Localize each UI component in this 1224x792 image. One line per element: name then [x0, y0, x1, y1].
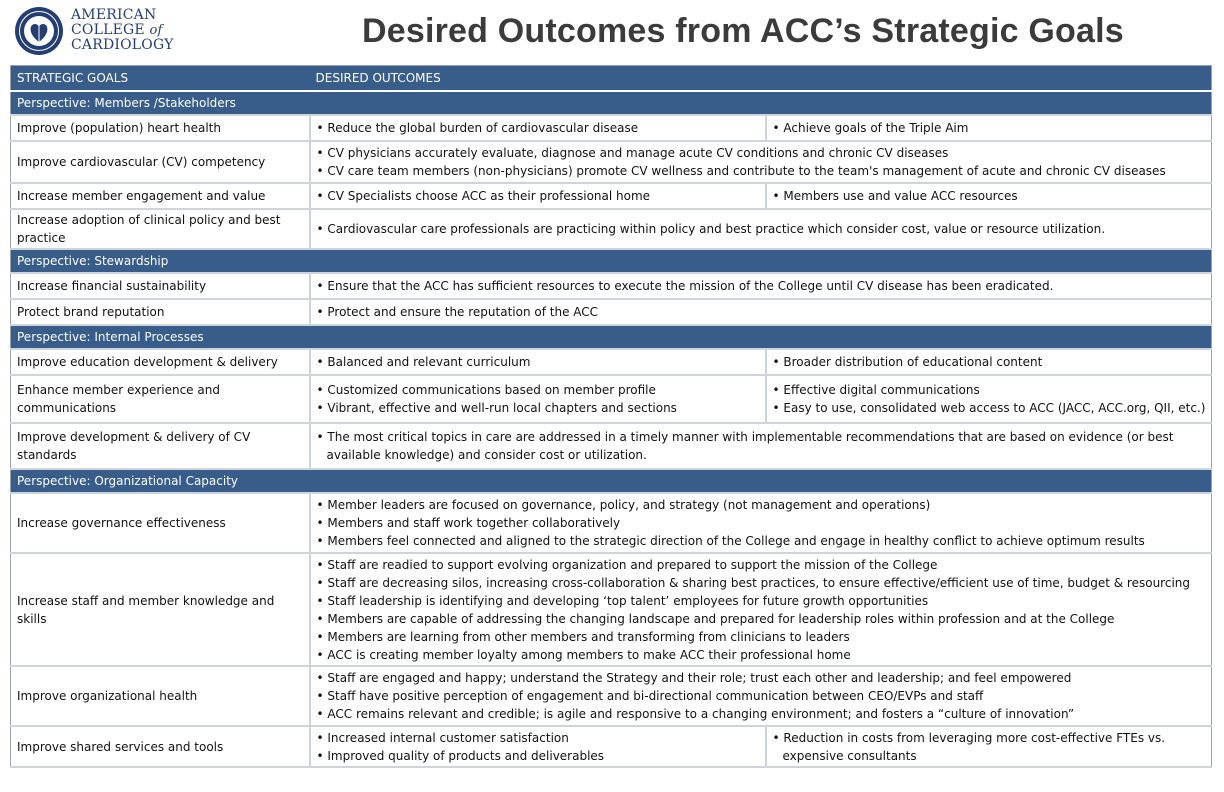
- perspective-label: Perspective: Organizational Capacity: [11, 469, 1212, 493]
- perspective-label: Perspective: Stewardship: [11, 249, 1212, 273]
- desired-outcomes-left: [310, 375, 766, 423]
- desired-outcomes-left: [310, 183, 766, 209]
- column-header-outcomes: DESIRED OUTCOMES: [310, 66, 1212, 92]
- page-title: Desired Outcomes from ACC’s Strategic Goals: [362, 12, 1124, 50]
- desired-outcomes: [310, 423, 1212, 469]
- outcome-bullet: • Members are learning from other members and transforming from clinicians to leaders: [316, 629, 850, 644]
- outcome-bullet: • Protect and ensure the reputation of the ACC: [316, 305, 599, 319]
- outcome-bullet: • Broader distribution of educational content: [772, 355, 1043, 369]
- outcome-bullet: • Staff leadership is identifying and developing ‘top talent’ employees for future growth opportunities: [316, 593, 929, 608]
- outcome-bullet: • Members and staff work together collaboratively: [316, 516, 621, 530]
- desired-outcomes-right: [766, 115, 1212, 141]
- org-name-line-1: AMERICAN: [71, 7, 157, 23]
- strategic-goal: Increase adoption of clinical policy and best practice: [11, 209, 310, 249]
- outcome-bullet: • Staff are decreasing silos, increasing cross-collaboration & sharing best practices, to ensure effective/efficient use of time, budget & resourcing: [316, 575, 1190, 590]
- strategic-goal: Improve cardiovascular (CV) competency: [11, 141, 310, 183]
- organization-name: [71, 8, 191, 53]
- desired-outcomes: [310, 209, 1212, 249]
- outcome-bullet: • Balanced and relevant curriculum: [316, 355, 531, 369]
- strategic-goal: Improve education development & delivery: [11, 349, 310, 375]
- perspective-label: Perspective: Internal Processes: [11, 325, 1212, 349]
- strategic-goals-table: [10, 65, 1212, 768]
- outcome-bullet: • Member leaders are focused on governance, policy, and strategy (not management and operations): [316, 498, 931, 512]
- goal-row: [11, 375, 1212, 423]
- column-header-goals: STRATEGIC GOALS: [11, 66, 310, 92]
- acc-seal-icon: [14, 6, 64, 56]
- acc-logo: [14, 6, 189, 56]
- desired-outcomes-right: [766, 726, 1212, 767]
- outcome-bullet: • Reduce the global burden of cardiovascular disease: [316, 121, 639, 135]
- strategic-goal: Increase governance effectiveness: [11, 493, 310, 553]
- outcome-bullet: • Effective digital communications: [772, 383, 980, 397]
- outcome-bullet: • Staff are engaged and happy; understand the Strategy and their role; trust each other and leadership; and feel empowered: [316, 671, 1072, 685]
- desired-outcomes-right: [766, 349, 1212, 375]
- outcome-bullet: • Vibrant, effective and well-run local chapters and sections: [316, 401, 677, 415]
- outcome-bullet: • Reduction in costs from leveraging more cost-effective FTEs vs. expensive consultants: [772, 730, 1166, 763]
- outcome-bullet: • Easy to use, consolidated web access to ACC (JACC, ACC.org, QII, etc.): [772, 401, 1206, 415]
- perspective-row: [11, 325, 1212, 349]
- goal-row: [11, 209, 1212, 249]
- outcome-bullet: • ACC is creating member loyalty among members to make ACC their professional home: [316, 647, 851, 662]
- strategic-goal: Enhance member experience and communications: [11, 375, 310, 423]
- strategic-goal: Increase financial sustainability: [11, 273, 310, 299]
- org-name-line-3: CARDIOLOGY: [71, 37, 174, 53]
- outcome-bullet: • Ensure that the ACC has sufficient resources to execute the mission of the College until CV disease has been eradicated.: [316, 279, 1054, 293]
- outcome-bullet: • Staff have positive perception of engagement and bi-directional communication between CEO/EVPs and staff: [316, 689, 984, 703]
- perspective-label: Perspective: Members /Stakeholders: [11, 91, 1212, 115]
- outcome-bullet: • Increased internal customer satisfaction: [316, 730, 569, 745]
- outcome-bullet: • Cardiovascular care professionals are practicing within policy and best practice which consider cost, value or resource utilization.: [316, 222, 1106, 236]
- desired-outcomes: [310, 553, 1212, 666]
- desired-outcomes: [310, 493, 1212, 553]
- desired-outcomes-right: [766, 375, 1212, 423]
- outcome-bullet: • CV Specialists choose ACC as their professional home: [316, 189, 651, 203]
- strategic-goal: Improve organizational health: [11, 666, 310, 726]
- strategic-goal: Improve (population) heart health: [11, 115, 310, 141]
- goal-row: [11, 115, 1212, 141]
- strategic-goal: Improve development & delivery of CV standards: [11, 423, 310, 469]
- goal-row: [11, 666, 1212, 726]
- goal-row: [11, 349, 1212, 375]
- outcome-bullet: • The most critical topics in care are addressed in a timely manner with implementable recommendations that are based on evidence (or best available knowledge) and consider cost or utilization.: [316, 430, 1174, 462]
- outcome-bullet: • Members feel connected and aligned to the strategic direction of the College and engage in healthy conflict to achieve optimum results: [316, 534, 1145, 548]
- outcome-bullet: • Members use and value ACC resources: [772, 189, 1018, 203]
- strategic-goal: Protect brand reputation: [11, 299, 310, 325]
- goal-row: [11, 273, 1212, 299]
- strategic-goal: Improve shared services and tools: [11, 726, 310, 767]
- goal-row: [11, 553, 1212, 666]
- perspective-row: [11, 91, 1212, 115]
- strategic-goal: Increase member engagement and value: [11, 183, 310, 209]
- desired-outcomes-left: [310, 726, 766, 767]
- outcome-bullet: • CV physicians accurately evaluate, diagnose and manage acute CV conditions and chronic CV diseases: [316, 146, 949, 160]
- goal-row: [11, 493, 1212, 553]
- strategic-goal: Increase staff and member knowledge and skills: [11, 553, 310, 666]
- org-name-line-2: COLLEGE of: [71, 22, 163, 38]
- desired-outcomes: [310, 666, 1212, 726]
- desired-outcomes-left: [310, 115, 766, 141]
- table-body: [11, 66, 1212, 768]
- table-header-row: [11, 66, 1212, 92]
- goal-row: [11, 183, 1212, 209]
- goal-row: [11, 141, 1212, 183]
- outcome-bullet: • Improved quality of products and deliverables: [316, 748, 605, 763]
- outcome-bullet: • Staff are readied to support evolving organization and prepared to support the mission of the College: [316, 557, 938, 572]
- outcome-bullet: • ACC remains relevant and credible; is agile and responsive to a changing environment; and fosters a “culture of innovation”: [316, 707, 1075, 721]
- outcome-bullet: • CV care team members (non-physicians) promote CV wellness and contribute to the team's management of acute and chronic CV diseases: [316, 164, 1166, 178]
- page-header: [0, 0, 1224, 64]
- perspective-row: [11, 469, 1212, 493]
- desired-outcomes: [310, 299, 1212, 325]
- outcome-bullet: • Members are capable of addressing the changing landscape and prepared for leadership roles within profession and at the College: [316, 611, 1115, 626]
- goal-row: [11, 299, 1212, 325]
- perspective-row: [11, 249, 1212, 273]
- desired-outcomes: [310, 273, 1212, 299]
- desired-outcomes-left: [310, 349, 766, 375]
- desired-outcomes: [310, 141, 1212, 183]
- outcome-bullet: • Customized communications based on member profile: [316, 383, 656, 397]
- outcome-bullet: • Achieve goals of the Triple Aim: [772, 121, 969, 135]
- desired-outcomes-right: [766, 183, 1212, 209]
- goal-row: [11, 726, 1212, 767]
- goal-row: [11, 423, 1212, 469]
